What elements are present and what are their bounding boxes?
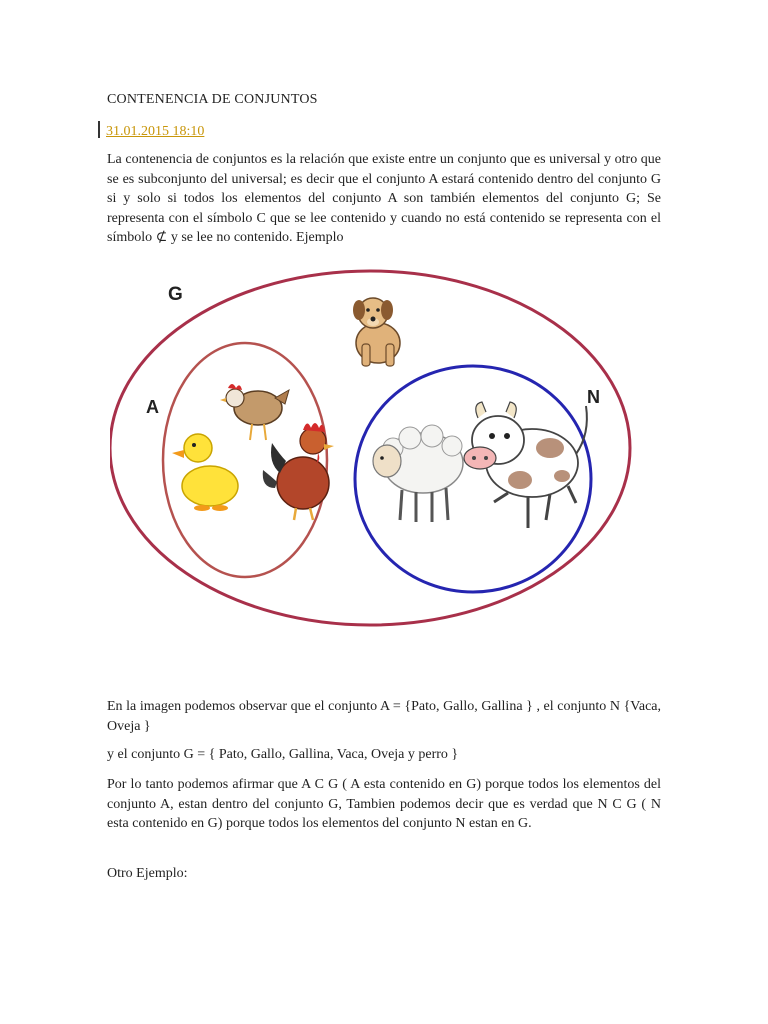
date-line: [98, 121, 204, 140]
intro-paragraph: La contenencia de conjuntos es la relación que existe entre un conjunto que es universal y otro que se es subconjunto del universal; es decir que el conjunto A estará contenido dentro del conjunto G si y solo si todos los elementos del conjunto A son también elementos del conjunto G; Se representa con el símbolo C que se lee contenido y cuando no está contenido se representa con el símbolo ⊄ y se lee no contenido. Ejemplo: [107, 152, 661, 245]
text-cursor-bar: [98, 121, 100, 138]
dog-icon: [353, 298, 400, 366]
label-n: N: [587, 387, 600, 407]
label-a: A: [146, 397, 159, 417]
paragraph-other-example: Otro Ejemplo:: [107, 866, 188, 881]
sheep-icon: [373, 425, 463, 522]
hen-icon: [220, 384, 289, 440]
venn-diagram: [110, 258, 662, 688]
date-link[interactable]: 31.01.2015 18:10: [106, 124, 205, 139]
paragraph-sets-a-n: En la imagen podemos observar que el conjunto A = {Pato, Gallo, Gallina } , el conjunto N {Vaca, Oveja }: [107, 699, 661, 734]
paragraph-set-g: y el conjunto G = { Pato, Gallo, Gallina, Vaca, Oveja y perro }: [107, 747, 459, 762]
duck-icon: [172, 434, 238, 511]
label-g: G: [168, 284, 183, 305]
cow-icon: [464, 402, 587, 528]
paragraph-conclusion: Por lo tanto podemos afirmar que A C G ( A esta contenido en G) porque todos los elementos del conjunto A, estan dentro del conjunto G, Tambien podemos decir que es verdad que N C G ( N esta contenido en G) porque todos los elementos del conjunto N estan en G.: [107, 777, 661, 831]
rooster-icon: [263, 423, 334, 520]
page-title: CONTENENCIA DE CONJUNTOS: [107, 92, 318, 107]
